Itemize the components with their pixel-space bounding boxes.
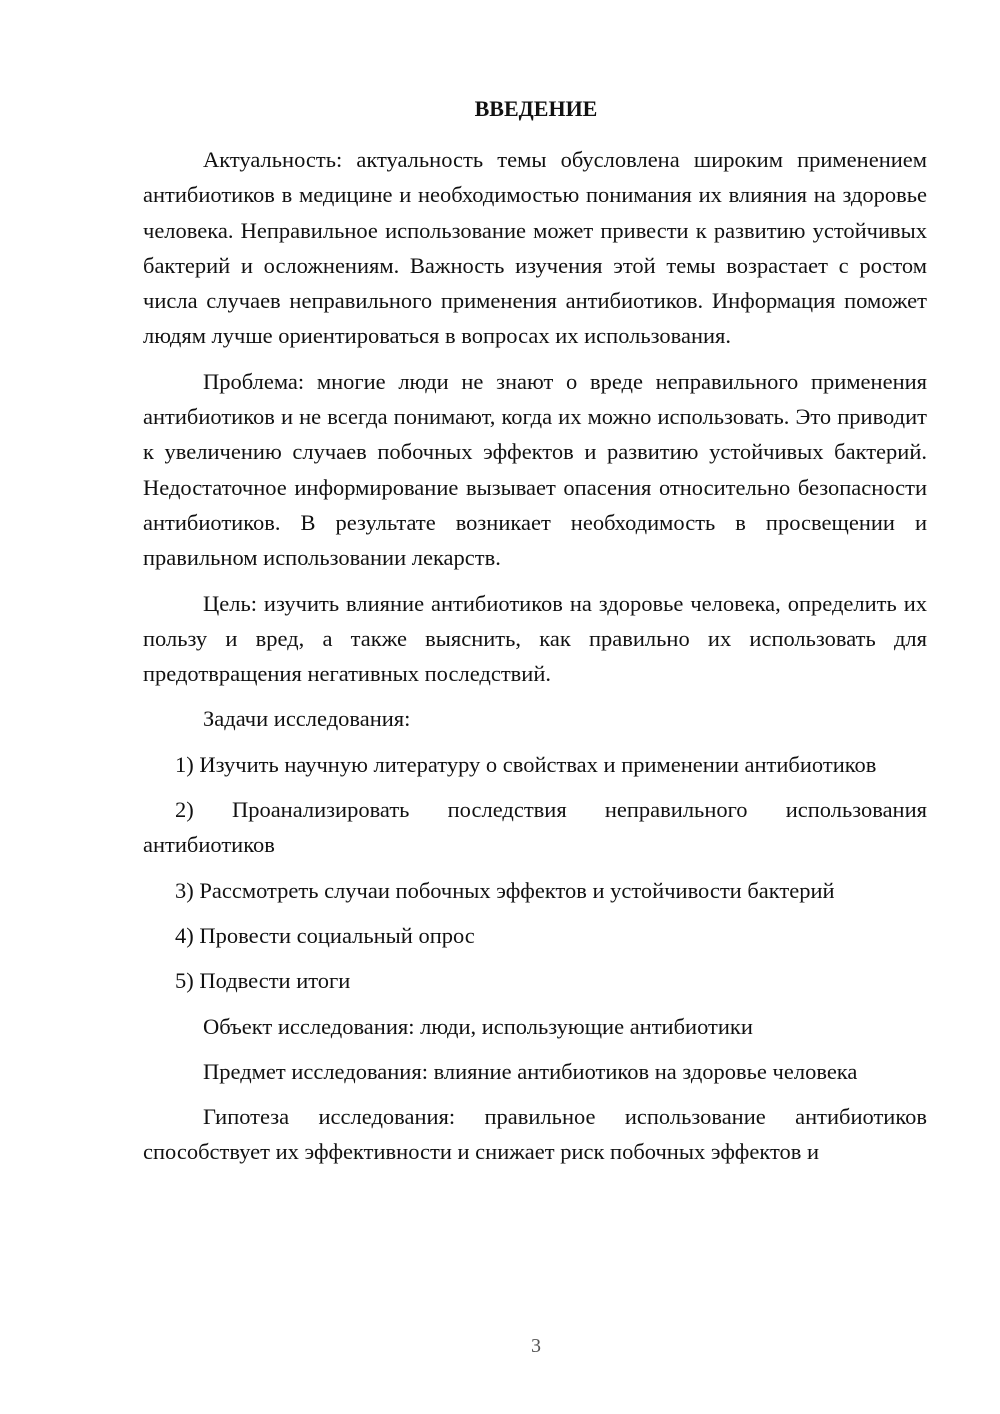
relevance-paragraph: Актуальность: актуальность темы обусловлена широким применением антибиотиков в медицине и необходимостью понимания их влияния на здоровье человека. Неправильное использование может привести к развитию устойчивых бактерий и осложнениям. Важность изучения этой темы возрастает с ростом числа случаев неправильного применения антибиотиков. Информация поможет людям лучше ориентироваться в вопросах их использования. bbox=[143, 147, 927, 349]
task-item: 2) Проанализировать последствия неправильного использования антибиотиков bbox=[143, 797, 927, 858]
task-item: 5) Подвести итоги bbox=[175, 968, 351, 994]
problem-paragraph: Проблема: многие люди не знают о вреде неправильного применения антибиотиков и не всегда понимают, когда их можно использовать. Это приводит к увеличению случаев побочных эффектов и развитию устойчивых бактерий. Недостаточное информирование вызывает опасения относительно безопасности антибиотиков. В результате возникает необходимость в просвещении и правильном использовании лекарств. bbox=[143, 368, 927, 571]
task-item: 4) Провести социальный опрос bbox=[175, 922, 475, 948]
goal-paragraph: Цель: изучить влияние антибиотиков на здоровье человека, определить их пользу и вред, а также выяснить, как правильно их использовать для предотвращения негативных последствий. bbox=[143, 590, 927, 687]
research-subject: Предмет исследования: влияние антибиотиков на здоровье человека bbox=[203, 1058, 858, 1084]
task-item: 3) Рассмотреть случаи побочных эффектов и устойчивости бактерий bbox=[175, 877, 835, 903]
body-text bbox=[143, 142, 927, 1170]
page-number: 3 bbox=[531, 1335, 541, 1357]
section-heading: ВВЕДЕНИЕ bbox=[474, 96, 598, 121]
tasks-heading: Задачи исследования: bbox=[203, 706, 411, 732]
research-hypothesis: Гипотеза исследования: правильное использование антибиотиков способствует их эффективности и снижает риск побочных эффектов и bbox=[143, 1104, 927, 1165]
research-object: Объект исследования: люди, использующие антибиотики bbox=[203, 1013, 753, 1039]
task-item: 1) Изучить научную литературу о свойствах и применении антибиотиков bbox=[175, 751, 877, 777]
